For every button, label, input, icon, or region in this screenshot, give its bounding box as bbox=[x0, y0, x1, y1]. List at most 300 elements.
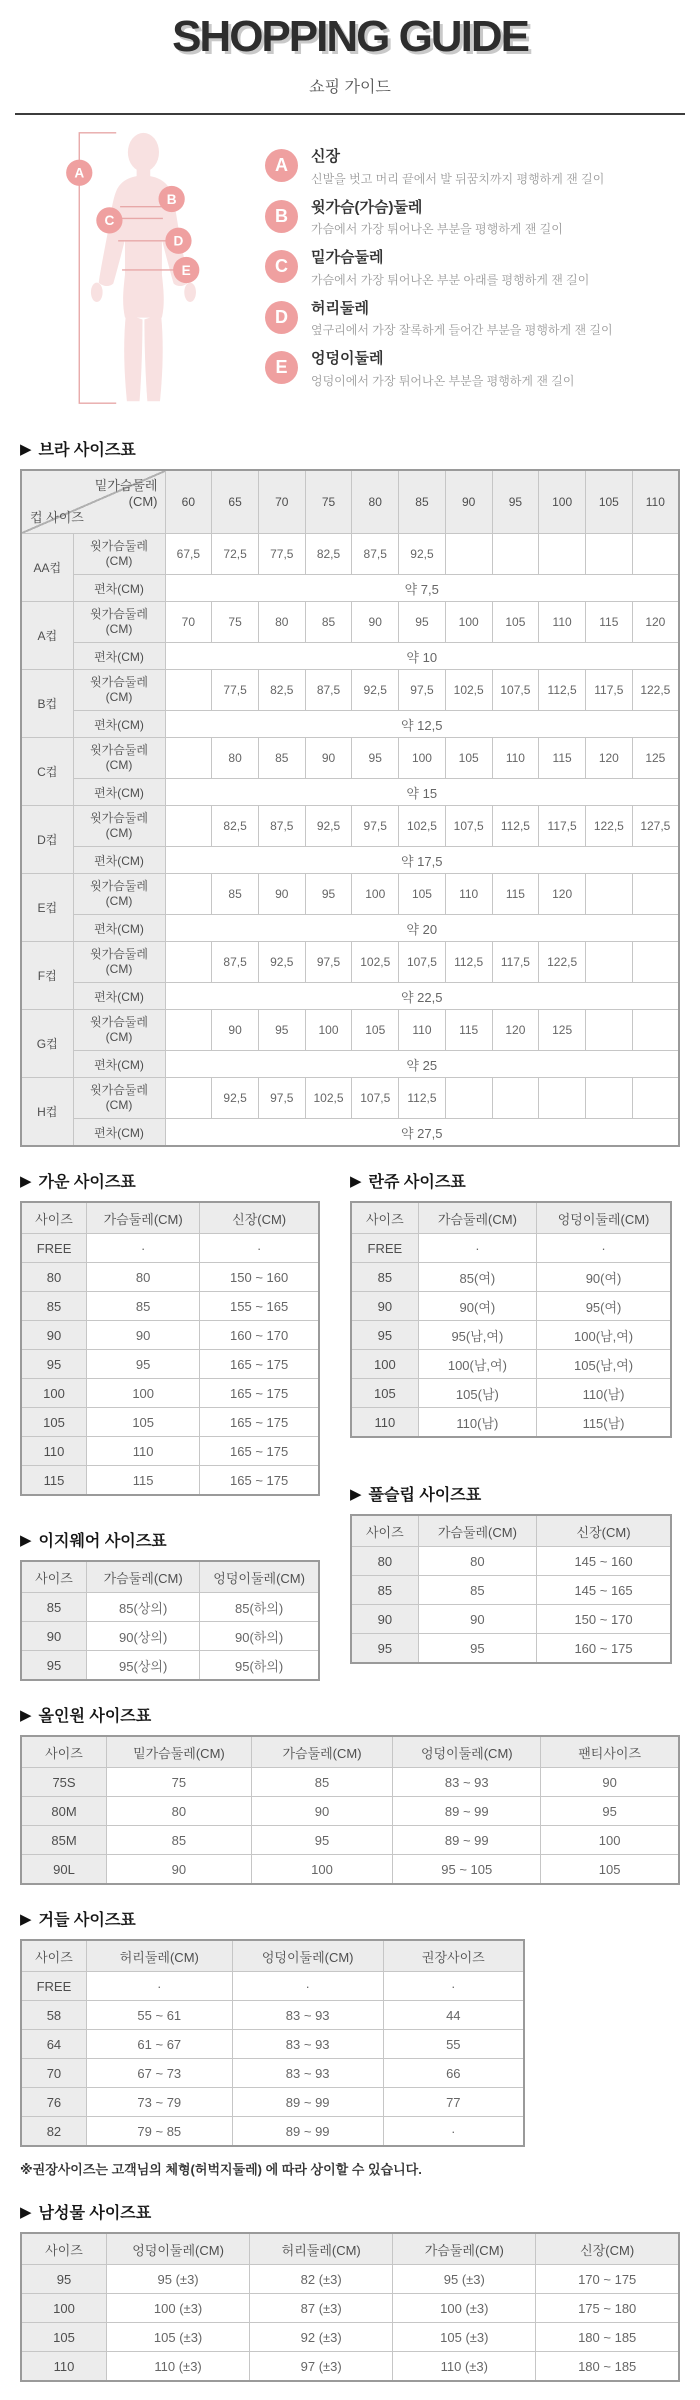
section-fullslip bbox=[350, 1482, 672, 1664]
bust-value-cell: 112,5 bbox=[492, 806, 539, 847]
bust-value-cell: 87,5 bbox=[305, 670, 352, 711]
bust-value-cell: 112,5 bbox=[539, 670, 586, 711]
legend-title: 밑가슴둘레 bbox=[311, 249, 384, 266]
section-marker-icon: ▶ bbox=[20, 1172, 32, 1190]
bust-value-cell bbox=[165, 738, 212, 779]
mens-size-table bbox=[20, 2232, 680, 2382]
bust-value-cell: 105 bbox=[399, 874, 446, 915]
section-title-bra: 브라 사이즈표 bbox=[38, 442, 136, 459]
deviation-value-cell: 약 12,5 bbox=[165, 711, 679, 738]
table-row bbox=[21, 1768, 679, 1797]
table-cell: 44 bbox=[383, 2001, 524, 2030]
table-cell: 150 ~ 170 bbox=[537, 1605, 671, 1634]
bust-value-cell: 87,5 bbox=[352, 534, 399, 575]
table-cell: 95 (±3) bbox=[107, 2265, 250, 2294]
table-cell: 66 bbox=[383, 2059, 524, 2088]
column-header: 사이즈 bbox=[21, 2233, 107, 2265]
row-size-label: 85 bbox=[351, 1263, 418, 1292]
table-row bbox=[351, 1634, 671, 1664]
table-row bbox=[21, 2030, 524, 2059]
bust-value-cell: 125 bbox=[632, 738, 679, 779]
table-row bbox=[351, 1321, 671, 1350]
deviation-value-cell: 약 17,5 bbox=[165, 847, 679, 874]
bra-bust-row bbox=[21, 602, 679, 643]
bust-value-cell bbox=[445, 1078, 492, 1119]
table-row bbox=[351, 1408, 671, 1438]
table-cell: 95(남,여) bbox=[418, 1321, 536, 1350]
table-cell: 85(상의) bbox=[87, 1593, 200, 1622]
table-row bbox=[351, 1379, 671, 1408]
table-cell: 67 ~ 73 bbox=[86, 2059, 232, 2088]
bust-value-cell: 82,5 bbox=[305, 534, 352, 575]
row-size-label: 58 bbox=[21, 2001, 86, 2030]
header-row bbox=[351, 1202, 671, 1234]
row-size-label: 70 bbox=[21, 2059, 86, 2088]
row-size-label: 82 bbox=[21, 2117, 86, 2147]
table-cell: 110 bbox=[87, 1437, 200, 1466]
underbust-column-header: 85 bbox=[399, 470, 446, 534]
table-row bbox=[351, 1576, 671, 1605]
row-size-label: 90 bbox=[21, 1321, 87, 1350]
deviation-value-cell: 약 20 bbox=[165, 915, 679, 942]
row-size-label: 105 bbox=[21, 1408, 87, 1437]
bust-value-cell: 100 bbox=[352, 874, 399, 915]
legend-desc: 엉덩이에서 가장 튀어나온 부분을 평행하게 잰 길이 bbox=[311, 373, 575, 388]
gown-size-table bbox=[20, 1201, 320, 1496]
table-cell: 80 bbox=[107, 1797, 252, 1826]
table-cell: 105 (±3) bbox=[393, 2323, 536, 2352]
bust-value-cell bbox=[165, 1078, 212, 1119]
row-size-label: FREE bbox=[21, 1234, 87, 1263]
table-cell: 175 ~ 180 bbox=[536, 2294, 679, 2323]
bust-value-cell: 85 bbox=[305, 602, 352, 643]
bust-row-label: 윗가슴둘레 (CM) bbox=[73, 1010, 165, 1051]
table-cell: 75 bbox=[107, 1768, 252, 1797]
underbust-column-header: 75 bbox=[305, 470, 352, 534]
row-size-label: 90L bbox=[21, 1855, 107, 1885]
bust-value-cell: 82,5 bbox=[258, 670, 305, 711]
bust-value-cell: 105 bbox=[352, 1010, 399, 1051]
underbust-column-header: 90 bbox=[445, 470, 492, 534]
bust-value-cell: 90 bbox=[258, 874, 305, 915]
bust-row-label: 윗가슴둘레 (CM) bbox=[73, 874, 165, 915]
section-marker-icon: ▶ bbox=[350, 1485, 362, 1503]
deviation-row-label: 편차(CM) bbox=[73, 779, 165, 806]
bust-value-cell: 107,5 bbox=[399, 942, 446, 983]
page-header bbox=[0, 0, 700, 97]
section-marker-icon: ▶ bbox=[20, 1531, 32, 1549]
table-row bbox=[21, 1593, 319, 1622]
table-cell: 165 ~ 175 bbox=[200, 1437, 319, 1466]
bra-bust-row bbox=[21, 534, 679, 575]
bust-value-cell: 102,5 bbox=[445, 670, 492, 711]
table-cell: 170 ~ 175 bbox=[536, 2265, 679, 2294]
table-cell: 155 ~ 165 bbox=[200, 1292, 319, 1321]
body-figure bbox=[24, 127, 259, 409]
underbust-column-header: 95 bbox=[492, 470, 539, 534]
table-row bbox=[21, 1263, 319, 1292]
deviation-row-label: 편차(CM) bbox=[73, 983, 165, 1010]
legend-badge-b: B bbox=[265, 200, 298, 233]
bust-row-label: 윗가슴둘레 (CM) bbox=[73, 942, 165, 983]
table-cell: 90(상의) bbox=[87, 1622, 200, 1651]
legend-item-waist bbox=[265, 301, 676, 339]
bust-value-cell: 122,5 bbox=[539, 942, 586, 983]
bra-corner-cell bbox=[21, 470, 165, 534]
bust-value-cell bbox=[492, 1078, 539, 1119]
bust-value-cell: 105 bbox=[492, 602, 539, 643]
legend-desc: 옆구리에서 가장 잘록하게 들어간 부분을 평행하게 잰 길이 bbox=[311, 323, 613, 337]
bust-value-cell: 122,5 bbox=[585, 806, 632, 847]
column-header: 사이즈 bbox=[21, 1940, 86, 1972]
bust-value-cell bbox=[632, 1078, 679, 1119]
page-subtitle: 쇼핑 가이드 bbox=[309, 79, 391, 96]
row-size-label: 95 bbox=[351, 1634, 418, 1664]
table-row bbox=[351, 1292, 671, 1321]
column-header: 신장(CM) bbox=[536, 2233, 679, 2265]
bust-value-cell bbox=[585, 942, 632, 983]
table-row bbox=[21, 2265, 679, 2294]
page-title: SHOPPING GUIDE bbox=[172, 12, 528, 61]
column-header: 엉덩이둘레(CM) bbox=[200, 1561, 319, 1593]
deviation-row-label: 편차(CM) bbox=[73, 1119, 165, 1147]
row-size-label: 100 bbox=[21, 1379, 87, 1408]
cup-size-label: D컵 bbox=[21, 806, 73, 874]
bust-value-cell: 112,5 bbox=[399, 1078, 446, 1119]
bust-value-cell: 117,5 bbox=[539, 806, 586, 847]
row-size-label: 110 bbox=[21, 2352, 107, 2382]
table-cell: 89 ~ 99 bbox=[393, 1797, 541, 1826]
deviation-row-label: 편차(CM) bbox=[73, 1051, 165, 1078]
bust-row-label: 윗가슴둘레 (CM) bbox=[73, 670, 165, 711]
table-cell: 80 bbox=[87, 1263, 200, 1292]
row-size-label: 110 bbox=[351, 1408, 418, 1438]
bust-value-cell: 117,5 bbox=[492, 942, 539, 983]
underbust-column-header: 100 bbox=[539, 470, 586, 534]
column-header: 사이즈 bbox=[21, 1736, 107, 1768]
table-row bbox=[21, 2352, 679, 2382]
legend-item-height bbox=[265, 149, 676, 187]
table-row bbox=[21, 2001, 524, 2030]
row-size-label: 110 bbox=[21, 1437, 87, 1466]
table-cell: 89 ~ 99 bbox=[232, 2117, 383, 2147]
column-header: 허리둘레(CM) bbox=[250, 2233, 393, 2265]
bust-value-cell: 77,5 bbox=[258, 534, 305, 575]
underbust-column-header: 80 bbox=[352, 470, 399, 534]
bust-value-cell: 72,5 bbox=[212, 534, 259, 575]
table-row bbox=[21, 1826, 679, 1855]
bust-value-cell: 97,5 bbox=[352, 806, 399, 847]
legend-item-hip bbox=[265, 351, 676, 389]
table-row bbox=[21, 1972, 524, 2001]
table-cell: 85(여) bbox=[418, 1263, 536, 1292]
legend-title: 허리둘레 bbox=[311, 299, 369, 317]
body-measurement-figure-icon bbox=[24, 127, 259, 409]
table-row bbox=[21, 1408, 319, 1437]
table-cell: · bbox=[87, 1234, 200, 1263]
bust-value-cell: 95 bbox=[258, 1010, 305, 1051]
row-size-label: 76 bbox=[21, 2088, 86, 2117]
table-row bbox=[21, 1622, 319, 1651]
bust-value-cell: 125 bbox=[539, 1010, 586, 1051]
bra-bust-row bbox=[21, 942, 679, 983]
row-size-label: 80 bbox=[351, 1547, 418, 1576]
row-size-label: 95 bbox=[21, 2265, 107, 2294]
bust-value-cell: 92,5 bbox=[399, 534, 446, 575]
bust-value-cell: 87,5 bbox=[258, 806, 305, 847]
bust-value-cell bbox=[165, 874, 212, 915]
column-header: 엉덩이둘레(CM) bbox=[393, 1736, 541, 1768]
table-cell: 95(여) bbox=[537, 1292, 671, 1321]
table-cell: 77 bbox=[383, 2088, 524, 2117]
bra-bust-row bbox=[21, 738, 679, 779]
bra-deviation-row bbox=[21, 575, 679, 602]
row-size-label: 100 bbox=[351, 1350, 418, 1379]
section-marker-icon: ▶ bbox=[350, 1172, 362, 1190]
table-row bbox=[21, 2059, 524, 2088]
bust-row-label: 윗가슴둘레 (CM) bbox=[73, 602, 165, 643]
table-cell: 100 bbox=[87, 1379, 200, 1408]
header-row bbox=[21, 1202, 319, 1234]
table-cell: 61 ~ 67 bbox=[86, 2030, 232, 2059]
section-title-ranju: 란쥬 사이즈표 bbox=[368, 1174, 466, 1191]
header-row bbox=[21, 2233, 679, 2265]
girdle-size-table bbox=[20, 1939, 525, 2147]
bust-value-cell bbox=[539, 1078, 586, 1119]
table-cell: 110 (±3) bbox=[107, 2352, 250, 2382]
legend-title: 신장 bbox=[311, 148, 340, 165]
bust-value-cell: 115 bbox=[585, 602, 632, 643]
column-header: 팬티사이즈 bbox=[541, 1736, 679, 1768]
column-header: 신장(CM) bbox=[200, 1202, 319, 1234]
table-cell: 95 bbox=[87, 1350, 200, 1379]
bra-bust-row bbox=[21, 670, 679, 711]
underbust-column-header: 65 bbox=[212, 470, 259, 534]
bust-value-cell: 102,5 bbox=[352, 942, 399, 983]
table-cell: · bbox=[200, 1234, 319, 1263]
section-title-girdle: 거들 사이즈표 bbox=[38, 1912, 136, 1929]
table-row bbox=[21, 2323, 679, 2352]
bust-row-label: 윗가슴둘레 (CM) bbox=[73, 1078, 165, 1119]
row-size-label: 90 bbox=[351, 1605, 418, 1634]
table-cell: 100 bbox=[251, 1855, 392, 1885]
table-cell: 165 ~ 175 bbox=[200, 1350, 319, 1379]
table-row bbox=[351, 1350, 671, 1379]
table-cell: 100 (±3) bbox=[107, 2294, 250, 2323]
table-row bbox=[21, 1379, 319, 1408]
bust-value-cell: 102,5 bbox=[305, 1078, 352, 1119]
bust-value-cell: 127,5 bbox=[632, 806, 679, 847]
bust-value-cell bbox=[165, 942, 212, 983]
table-row bbox=[21, 1855, 679, 1885]
section-gown bbox=[20, 1169, 320, 1496]
table-row bbox=[21, 1797, 679, 1826]
cup-size-label: AA컵 bbox=[21, 534, 73, 602]
section-marker-icon: ▶ bbox=[20, 2203, 32, 2221]
table-cell: 165 ~ 175 bbox=[200, 1408, 319, 1437]
table-cell: 100(남,여) bbox=[537, 1321, 671, 1350]
column-header: 가슴둘레(CM) bbox=[251, 1736, 392, 1768]
cup-size-label: B컵 bbox=[21, 670, 73, 738]
figure-point-c-label: C bbox=[104, 213, 115, 229]
table-cell: 95(하의) bbox=[200, 1651, 319, 1681]
bust-value-cell: 100 bbox=[445, 602, 492, 643]
row-size-label: 85 bbox=[351, 1576, 418, 1605]
bust-value-cell: 120 bbox=[632, 602, 679, 643]
table-cell: 90 bbox=[87, 1321, 200, 1350]
bra-header-row bbox=[21, 470, 679, 534]
table-cell: 150 ~ 160 bbox=[200, 1263, 319, 1292]
measurement-guide bbox=[0, 115, 700, 415]
row-size-label: FREE bbox=[21, 1972, 86, 2001]
table-cell: 105 (±3) bbox=[107, 2323, 250, 2352]
bust-value-cell: 85 bbox=[258, 738, 305, 779]
table-cell: 89 ~ 99 bbox=[232, 2088, 383, 2117]
column-header: 사이즈 bbox=[21, 1202, 87, 1234]
table-row bbox=[21, 1651, 319, 1681]
legend-title: 윗가슴(가슴)둘레 bbox=[311, 198, 423, 216]
table-row bbox=[21, 1234, 319, 1263]
row-size-label: 80 bbox=[21, 1263, 87, 1292]
table-cell: · bbox=[383, 1972, 524, 2001]
table-row bbox=[21, 1321, 319, 1350]
underbust-column-header: 110 bbox=[632, 470, 679, 534]
bust-value-cell: 105 bbox=[445, 738, 492, 779]
underbust-column-header: 105 bbox=[585, 470, 632, 534]
table-row bbox=[21, 2117, 524, 2147]
bust-value-cell bbox=[632, 942, 679, 983]
bust-value-cell: 92,5 bbox=[258, 942, 305, 983]
corner-underbust-label: 밑가슴둘레 (CM) bbox=[94, 478, 158, 509]
allinone-size-table bbox=[20, 1735, 680, 1885]
bust-value-cell bbox=[165, 1010, 212, 1051]
legend-desc: 가슴에서 가장 튀어나온 부분을 평행하게 잰 길이 bbox=[311, 222, 563, 236]
table-cell: 90(하의) bbox=[200, 1622, 319, 1651]
bra-deviation-row bbox=[21, 983, 679, 1010]
bust-value-cell: 90 bbox=[305, 738, 352, 779]
bust-value-cell: 90 bbox=[212, 1010, 259, 1051]
bust-value-cell: 102,5 bbox=[399, 806, 446, 847]
table-row bbox=[21, 1292, 319, 1321]
row-size-label: 90 bbox=[351, 1292, 418, 1321]
bust-value-cell: 97,5 bbox=[399, 670, 446, 711]
column-header: 밑가슴둘레(CM) bbox=[107, 1736, 252, 1768]
cup-size-label: G컵 bbox=[21, 1010, 73, 1078]
bra-deviation-row bbox=[21, 711, 679, 738]
bra-deviation-row bbox=[21, 1119, 679, 1147]
row-size-label: 95 bbox=[351, 1321, 418, 1350]
table-cell: 90 bbox=[251, 1797, 392, 1826]
row-size-label: 105 bbox=[21, 2323, 107, 2352]
bra-deviation-row bbox=[21, 1051, 679, 1078]
table-cell: 82 (±3) bbox=[250, 2265, 393, 2294]
deviation-row-label: 편차(CM) bbox=[73, 847, 165, 874]
bust-value-cell: 100 bbox=[305, 1010, 352, 1051]
bust-value-cell bbox=[632, 534, 679, 575]
figure-point-a-label: A bbox=[74, 165, 85, 181]
table-cell: 90 bbox=[107, 1855, 252, 1885]
bust-value-cell bbox=[585, 874, 632, 915]
section-title-gown: 가운 사이즈표 bbox=[38, 1174, 136, 1191]
bust-value-cell bbox=[445, 534, 492, 575]
two-column-tables bbox=[0, 1169, 700, 1681]
table-cell: 105 bbox=[541, 1855, 679, 1885]
table-cell: 110(남) bbox=[537, 1379, 671, 1408]
row-size-label: 85 bbox=[21, 1292, 87, 1321]
table-cell: 90(여) bbox=[537, 1263, 671, 1292]
table-cell: 110 (±3) bbox=[393, 2352, 536, 2382]
table-cell: 73 ~ 79 bbox=[86, 2088, 232, 2117]
bust-value-cell: 90 bbox=[352, 602, 399, 643]
table-cell: 115 bbox=[87, 1466, 200, 1496]
deviation-row-label: 편차(CM) bbox=[73, 643, 165, 670]
table-cell: 110(남) bbox=[418, 1408, 536, 1438]
section-title-fullslip: 풀슬립 사이즈표 bbox=[368, 1487, 482, 1504]
header-row bbox=[351, 1515, 671, 1547]
bust-value-cell: 107,5 bbox=[492, 670, 539, 711]
bust-value-cell: 100 bbox=[399, 738, 446, 779]
table-cell: 105(남) bbox=[418, 1379, 536, 1408]
table-row bbox=[21, 2088, 524, 2117]
table-row bbox=[351, 1263, 671, 1292]
section-mens bbox=[0, 2200, 700, 2382]
row-size-label: 64 bbox=[21, 2030, 86, 2059]
row-size-label: 75S bbox=[21, 1768, 107, 1797]
figure-point-b-label: B bbox=[166, 191, 177, 207]
table-cell: 105(남,여) bbox=[537, 1350, 671, 1379]
section-ranju bbox=[350, 1169, 672, 1438]
table-cell: 79 ~ 85 bbox=[86, 2117, 232, 2147]
bust-value-cell bbox=[585, 534, 632, 575]
row-size-label: 85 bbox=[21, 1593, 87, 1622]
column-header: 가슴둘레(CM) bbox=[418, 1202, 536, 1234]
bra-deviation-row bbox=[21, 915, 679, 942]
table-cell: · bbox=[232, 1972, 383, 2001]
bust-row-label: 윗가슴둘레 (CM) bbox=[73, 534, 165, 575]
header-row bbox=[21, 1940, 524, 1972]
legend-badge-e: E bbox=[265, 351, 298, 384]
table-row bbox=[351, 1605, 671, 1634]
table-cell: 105 bbox=[87, 1408, 200, 1437]
bust-value-cell bbox=[492, 534, 539, 575]
table-cell: 83 ~ 93 bbox=[232, 2059, 383, 2088]
table-row bbox=[21, 1350, 319, 1379]
table-cell: 180 ~ 185 bbox=[536, 2352, 679, 2382]
bust-value-cell: 92,5 bbox=[212, 1078, 259, 1119]
table-row bbox=[21, 1437, 319, 1466]
bra-size-table bbox=[20, 469, 680, 1147]
bust-value-cell: 120 bbox=[585, 738, 632, 779]
table-row bbox=[21, 2294, 679, 2323]
table-cell: · bbox=[537, 1234, 671, 1263]
row-size-label: FREE bbox=[351, 1234, 418, 1263]
column-header: 가슴둘레(CM) bbox=[87, 1202, 200, 1234]
table-cell: 89 ~ 99 bbox=[393, 1826, 541, 1855]
column-header: 사이즈 bbox=[351, 1202, 418, 1234]
table-row bbox=[351, 1234, 671, 1263]
table-cell: 92 (±3) bbox=[250, 2323, 393, 2352]
section-marker-icon: ▶ bbox=[20, 1706, 32, 1724]
bust-row-label: 윗가슴둘레 (CM) bbox=[73, 738, 165, 779]
column-header: 권장사이즈 bbox=[383, 1940, 524, 1972]
deviation-value-cell: 약 10 bbox=[165, 643, 679, 670]
section-title-easywear: 이지웨어 사이즈표 bbox=[38, 1533, 167, 1550]
table-row bbox=[351, 1547, 671, 1576]
table-cell: 160 ~ 170 bbox=[200, 1321, 319, 1350]
table-cell: 95 bbox=[251, 1826, 392, 1855]
section-allinone bbox=[0, 1703, 700, 1885]
table-cell: 95 bbox=[541, 1797, 679, 1826]
